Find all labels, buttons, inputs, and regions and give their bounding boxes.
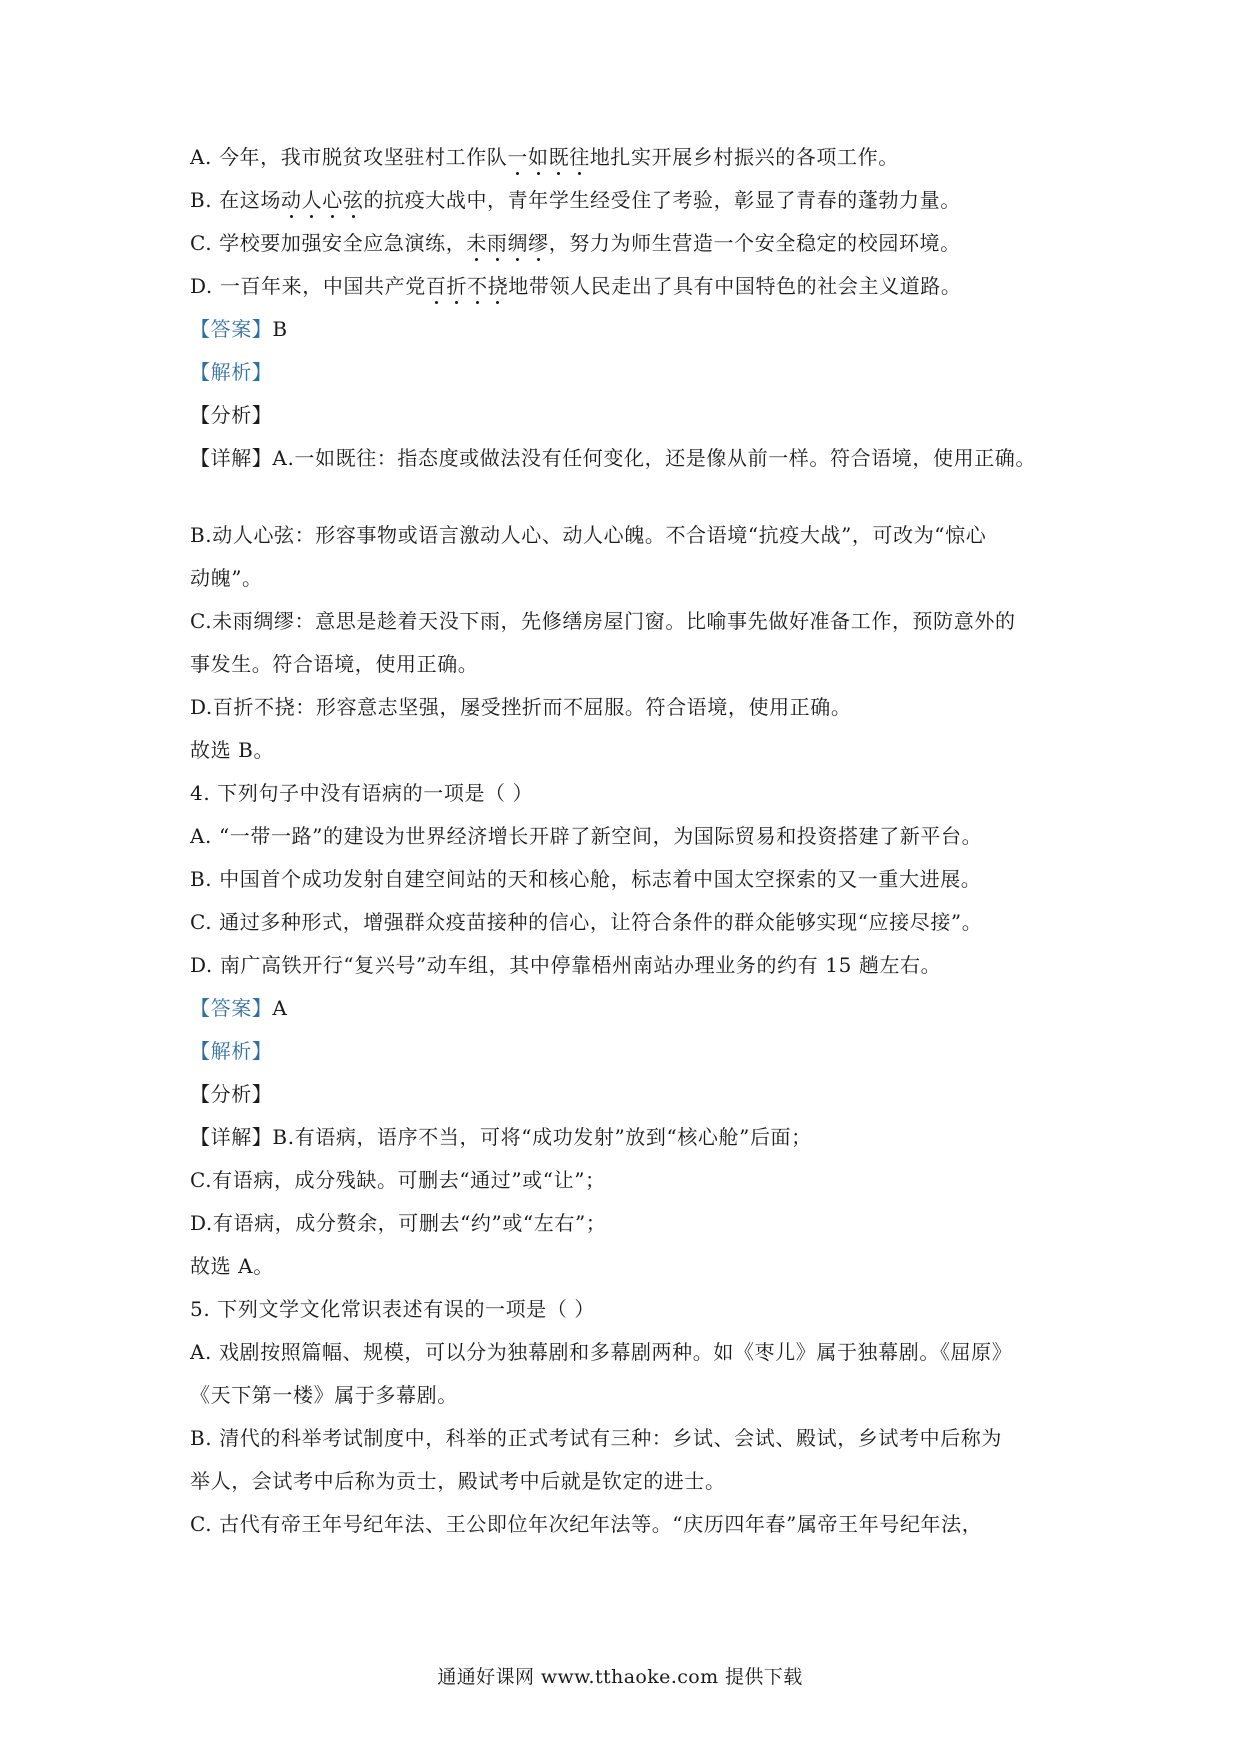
q3-option-b-rest: 的抗疫大战中，青年学生经受住了考验，彰显了青春的蓬勃力量。 xyxy=(363,188,961,212)
q3-option-b-text: B. 在这场 xyxy=(190,188,282,212)
detail-text: A.一如既往：指态度或做法没有任何变化，还是像从前一样。符合语境，使用正确。 xyxy=(272,446,1037,470)
q5-stem: 5. 下列文学文化常识表述有误的一项是（ ） xyxy=(190,1297,595,1321)
q4-fenxi-tag: 【分析】 xyxy=(190,1082,273,1106)
q4-option-a: A. “一带一路”的建设为世界经济增长开辟了新空间，为国际贸易和投资搭建了新平台。 xyxy=(190,824,983,848)
emphasis-char: 折 xyxy=(446,274,468,298)
page-footer: 通通好课网 www.tthaoke.com 提供下载 xyxy=(437,1666,803,1688)
emphasis-char: 既 xyxy=(548,145,570,169)
emphasis-char: 一 xyxy=(507,145,528,169)
q3-option-c-text: C. 学校要加强安全应急演练， xyxy=(190,231,467,255)
q4-detail-1 xyxy=(190,1126,1070,1169)
q5-option-b-line-1: B. 清代的科举考试制度中，科举的正式考试有三种：乡试、会试、殿试，乡试考中后称为 xyxy=(190,1426,1003,1450)
emphasis-char: 动 xyxy=(281,188,302,212)
q4-jiexi-tag: 【解析】 xyxy=(190,1039,273,1063)
q3-option-a xyxy=(190,146,1070,189)
detail-text: B.有语病，语序不当，可将“成功发射”放到“核心舱”后面； xyxy=(272,1125,812,1149)
q3-option-a-text: A. 今年，我市脱贫攻坚驻村工作队 xyxy=(190,145,508,169)
q3-conclusion: 故选 B。 xyxy=(190,738,275,762)
q3-detail-3a: C.未雨绸缪：意思是趁着天没下雨，先修缮房屋门窗。比喻事先做好准备工作，预防意外的 xyxy=(190,609,1016,633)
q3-detail-4: D.百折不挠：形容意志坚强，屡受挫折而不屈服。符合语境，使用正确。 xyxy=(190,695,852,719)
emphasis-char: 如 xyxy=(527,145,549,169)
emphasis-char: 未 xyxy=(466,231,487,255)
q3-option-a-rest: 地扎实开展乡村振兴的各项工作。 xyxy=(589,145,899,169)
q3-option-d xyxy=(190,275,1070,318)
detail-tag: 【详解】 xyxy=(190,1125,273,1149)
emphasis-char: 心 xyxy=(322,188,343,212)
emphasis-char: 往 xyxy=(569,145,590,169)
q3-option-c xyxy=(190,232,1070,275)
q3-option-c-rest: ，努力为师生营造一个安全稳定的校园环境。 xyxy=(548,231,961,255)
emphasis-char: 人 xyxy=(301,188,323,212)
q4-detail-2: C.有语病，成分残缺。可删去“通过”或“让”； xyxy=(190,1168,606,1192)
q4-option-b: B. 中国首个成功发射自建空间站的天和核心舱，标志着中国太空探索的又一重大进展。 xyxy=(190,867,982,891)
q5-option-c-line-1: C. 古代有帝王年号纪年法、王公即位年次纪年法等。“庆历四年春”属帝王年号纪年法， xyxy=(190,1512,983,1536)
q4-detail-3: D.有语病，成分赘余，可删去“约”或“左右”； xyxy=(190,1211,607,1235)
q3-option-b xyxy=(190,189,1070,232)
q5-option-b-line-2: 举人，会试考中后称为贡士，殿试考中后就是钦定的进士。 xyxy=(190,1469,726,1493)
answer-value: B xyxy=(272,317,288,341)
q3-option-d-text: D. 一百年来，中国共产党 xyxy=(190,274,426,298)
q3-detail-3b: 事发生。符合语境，使用正确。 xyxy=(190,652,479,676)
emphasis-char: 弦 xyxy=(342,188,364,212)
emphasis-char: 绸 xyxy=(507,231,529,255)
q4-answer xyxy=(190,997,1070,1040)
spacer xyxy=(190,490,1070,524)
q4-stem: 4. 下列句子中没有语病的一项是（ ） xyxy=(190,781,534,805)
emphasis-char: 不 xyxy=(467,274,488,298)
answer-value: A xyxy=(272,996,288,1020)
q5-option-a-line-2: 《天下第一楼》属于多幕剧。 xyxy=(190,1383,458,1407)
answer-tag: 【答案】 xyxy=(190,996,273,1020)
detail-tag: 【详解】 xyxy=(190,446,273,470)
q3-detail-2a: B.动人心弦：形容事物或语言激动人心、动人心魄。不合语境“抗疫大战”，可改为“惊心 xyxy=(190,523,987,547)
q4-conclusion: 故选 A。 xyxy=(190,1254,274,1278)
emphasis-char: 缪 xyxy=(528,231,549,255)
document-page xyxy=(190,146,1070,1556)
q3-answer xyxy=(190,318,1070,361)
emphasis-char: 挠 xyxy=(487,274,509,298)
q4-option-c: C. 通过多种形式，增强群众疫苗接种的信心，让符合条件的群众能够实现“应接尽接”。 xyxy=(190,910,983,934)
emphasis-char: 雨 xyxy=(486,231,508,255)
q3-detail-2b: 动魄”。 xyxy=(190,566,263,590)
q3-detail-1 xyxy=(190,447,1070,490)
q5-option-a-line-1: A. 戏剧按照篇幅、规模，可以分为独幕剧和多幕剧两种。如《枣儿》属于独幕剧。《屈原》 xyxy=(190,1340,1013,1364)
q4-option-d: D. 南广高铁开行“复兴号”动车组，其中停靠梧州南站办理业务的约有 15 趟左右。 xyxy=(190,953,942,977)
emphasis-char: 百 xyxy=(425,274,447,298)
q3-fenxi-tag: 【分析】 xyxy=(190,403,273,427)
q3-option-d-rest: 地带领人民走出了具有中国特色的社会主义道路。 xyxy=(508,274,962,298)
answer-tag: 【答案】 xyxy=(190,317,273,341)
q3-jiexi-tag: 【解析】 xyxy=(190,360,273,384)
